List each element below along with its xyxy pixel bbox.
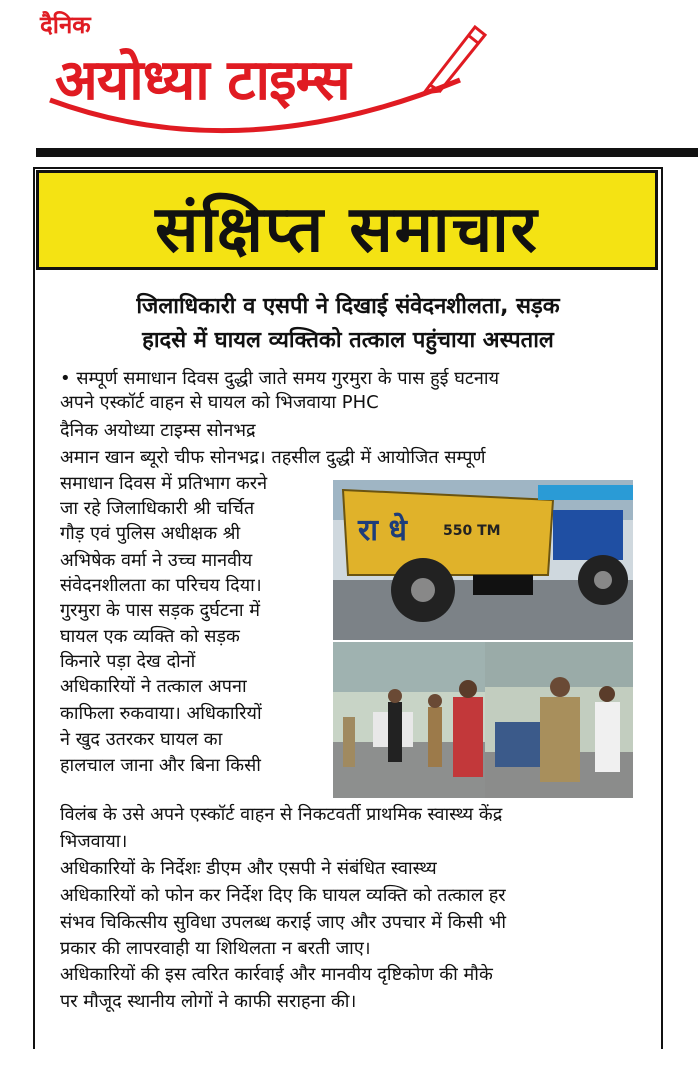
article-line: जा रहे जिलाधिकारी श्री चर्चित bbox=[60, 498, 255, 519]
headline-line: हादसे में घायल व्यक्तिको तत्काल पहुंचाया अस्पताल bbox=[142, 328, 554, 353]
article-line: घायल एक व्यक्ति को सड़क bbox=[60, 626, 240, 647]
brand-small-text: दैनिक bbox=[40, 11, 91, 39]
article-line: ने खुद उतरकर घायल का bbox=[60, 729, 223, 750]
headline-line: जिलाधिकारी व एसपी ने दिखाई संवेदनशीलता, सड़क bbox=[136, 294, 560, 319]
article-line: अधिकारियों को फोन कर निर्देश दिए कि घायल व्यक्ति को तत्काल हर bbox=[60, 885, 506, 906]
masthead-rule bbox=[36, 148, 698, 157]
article-line: संभव चिकित्सीय सुविधा उपलब्ध कराई जाए और उपचार में किसी भी bbox=[60, 912, 506, 933]
article-line: किनारे पड़ा देख दोनों bbox=[60, 651, 196, 672]
article-line: संवेदनशीलता का परिचय दिया। bbox=[60, 575, 262, 596]
tractor-truck-photo bbox=[333, 480, 633, 640]
helping-injured-photo bbox=[485, 642, 633, 798]
article-line: काफिला रुकवाया। अधिकारियों bbox=[60, 703, 262, 724]
brand-title: अयोध्या टाइम्स bbox=[55, 48, 350, 113]
article-line: दैनिक अयोध्या टाइम्स सोनभद्र bbox=[60, 420, 256, 441]
article-line: गौड़ एवं पुलिस अधीक्षक श्री bbox=[60, 523, 241, 544]
article-line: भिजवाया। bbox=[60, 831, 128, 852]
masthead bbox=[0, 0, 698, 150]
article-line: अधिकारियों की इस त्वरित कार्रवाई और मानवीय दृष्टिकोण की मौके bbox=[60, 964, 493, 985]
article-headline bbox=[48, 290, 648, 358]
section-title: संक्षिप्त समाचार bbox=[155, 193, 539, 267]
article-line: अपने एस्कॉर्ट वाहन से घायल को भिजवाया PHC bbox=[60, 392, 379, 413]
section-banner bbox=[36, 170, 658, 270]
article-line: हालचाल जाना और बिना किसी bbox=[60, 755, 261, 776]
truck-text: रा धे bbox=[358, 513, 407, 548]
article-line: अधिकारियों ने तत्काल अपना bbox=[60, 676, 247, 697]
article-line: पर मौजूद स्थानीय लोगों ने काफी सराहना की। bbox=[60, 991, 357, 1012]
article-line: गुरमुरा के पास सड़क दुर्घटना में bbox=[60, 600, 261, 621]
article-line: विलंब के उसे अपने एस्कॉर्ट वाहन से निकटवर्ती प्राथमिक स्वास्थ्य केंद्र bbox=[60, 804, 503, 825]
article-line: • सम्पूर्ण समाधान दिवस दुद्धी जाते समय गुरमुरा के पास हुई घटनाय bbox=[60, 368, 500, 389]
article-line: अधिकारियों के निर्देशः डीएम और एसपी ने संबंधित स्वास्थ्य bbox=[60, 858, 437, 879]
article-line: समाधान दिवस में प्रतिभाग करने bbox=[60, 473, 268, 494]
article-line: अमान खान ब्यूरो चीफ सोनभद्र। तहसील दुद्धी में आयोजित सम्पूर्ण bbox=[60, 447, 486, 468]
fountain-pen-icon bbox=[420, 15, 490, 95]
article-line: प्रकार की लापरवाही या शिथिलता न बरती जाए। bbox=[60, 938, 371, 959]
truck-plate: 550 TM bbox=[443, 523, 501, 539]
article-line: अभिषेक वर्मा ने उच्च मानवीय bbox=[60, 550, 253, 571]
